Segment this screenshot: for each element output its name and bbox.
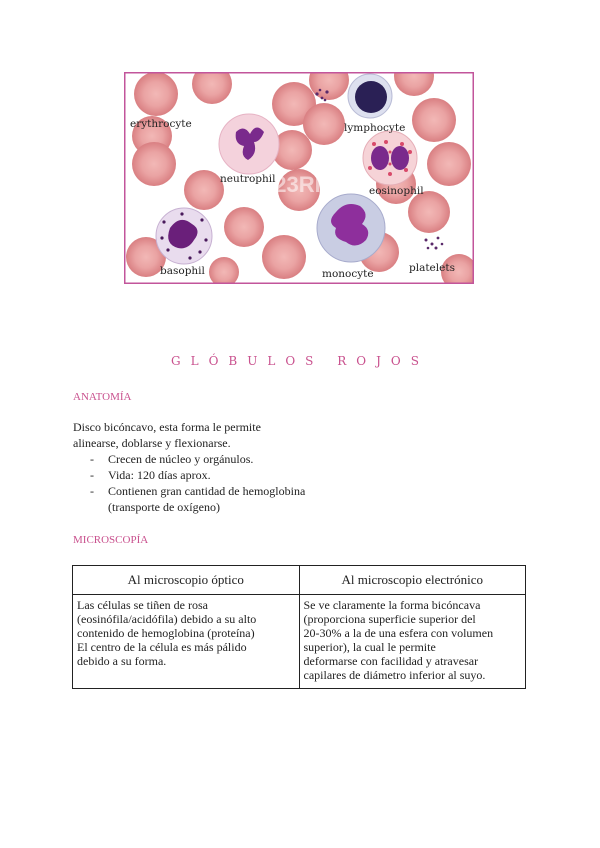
label-lymphocyte: lymphocyte <box>344 122 406 134</box>
cell-optical <box>73 595 300 689</box>
lymphocyte-cell <box>348 74 392 118</box>
label-neutrophil: neutrophil <box>220 173 276 185</box>
watermark: 123RF <box>262 172 329 197</box>
microscopy-table <box>72 565 526 689</box>
list-item: - Vida: 120 días aprox. <box>90 467 318 483</box>
label-eosinophil: eosinophil <box>369 185 424 197</box>
monocyte-cell <box>317 194 385 262</box>
cell-optical-text: Las células se tiñen de rosa (eosinófila/acidófila) debido a su alto contenido de hemoglobina (proteína) El centro de la célula es más pálido debido a su forma. <box>77 598 257 668</box>
cell-electronic <box>299 595 526 689</box>
anatomy-intro-line1: Disco bicóncavo, esta forma le permite <box>73 420 261 434</box>
label-basophil: basophil <box>160 265 205 277</box>
list-item: - Crecen de núcleo y orgánulos. <box>90 451 318 467</box>
table-row <box>73 595 526 689</box>
label-platelets: platelets <box>409 262 455 274</box>
basophil-cell <box>156 208 212 264</box>
neutrophil-cell <box>219 114 279 174</box>
table-header-row <box>73 566 526 595</box>
label-erythrocyte: erythrocyte <box>130 118 192 130</box>
label-monocyte: monocyte <box>322 268 374 280</box>
blood-cells-figure <box>124 72 474 284</box>
header-electronic: Al microscopio electrónico <box>299 566 526 595</box>
microscopy-heading: MICROSCOPÍA <box>73 534 149 546</box>
anatomy-intro-line2: alinearse, doblarse y flexionarse. <box>73 436 231 450</box>
header-optical: Al microscopio óptico <box>73 566 300 595</box>
anatomy-heading: ANATOMÍA <box>73 391 132 403</box>
page-title: GLÓBULOS ROJOS <box>171 354 429 368</box>
list-item: - Contienen gran cantidad de hemoglobina (transporte de oxígeno) <box>90 483 318 515</box>
anatomy-list <box>90 451 318 515</box>
cell-electronic-text: Se ve claramente la forma bicóncava (proporciona superficie superior del 20-30% a la de una esfera con volumen superior), la cual le permite deformarse con facilidad y atravesar capilares de diámetro inferior al suyo. <box>303 598 494 682</box>
eosinophil-cell <box>363 131 417 185</box>
blood-cells-illustration <box>124 72 474 284</box>
